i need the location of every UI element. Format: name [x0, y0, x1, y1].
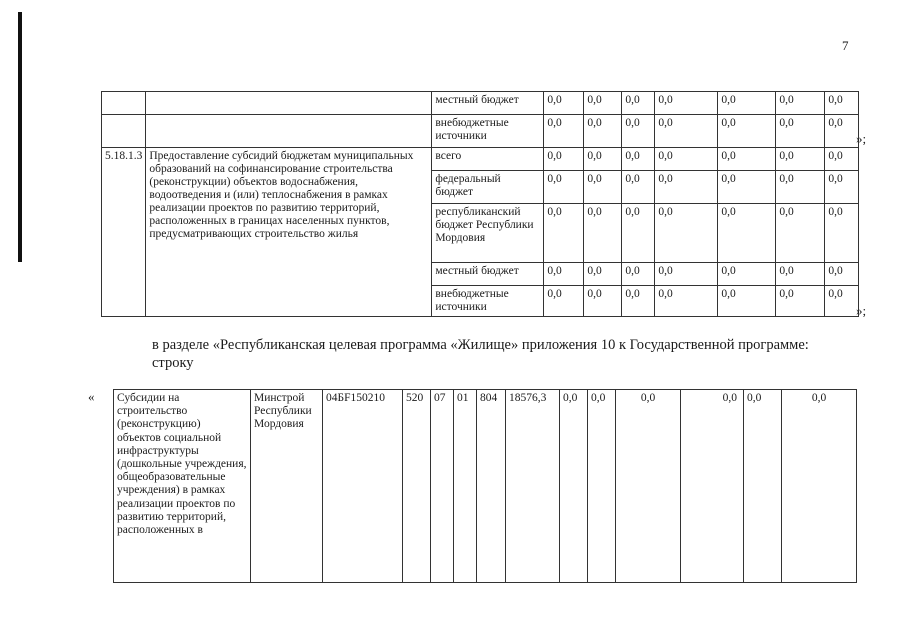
event-name-cell: Субсидии на строительство (реконструкцию) объектов социальной инфраструктуры (дошкольные учреждения, общеобразовательные учреждения) в рамках реализации проектов по развитию территорий, расположенных в [114, 390, 251, 583]
table-row [114, 390, 857, 583]
value-cell: 0,0 [544, 148, 584, 171]
closing-quote-mark: »; [856, 131, 867, 146]
section-cell: 07 [431, 390, 454, 583]
funding-source-cell: внебюджетные источники [432, 286, 544, 317]
value-cell: 0,0 [718, 204, 776, 263]
subsection-cell: 01 [454, 390, 477, 583]
value-cell: 0,0 [776, 286, 825, 317]
value-cell: 0,0 [622, 171, 655, 204]
value-cell: 0,0 [584, 286, 622, 317]
value-cell: 0,0 [718, 286, 776, 317]
table-row [102, 115, 859, 148]
funding-source-cell: федеральный бюджет [432, 171, 544, 204]
value-cell: 0,0 [622, 92, 655, 115]
page-number: 7 [842, 38, 849, 53]
funding-source-cell: внебюджетные источники [432, 115, 544, 148]
value-cell: 0,0 [544, 92, 584, 115]
value-cell: 0,0 [655, 263, 718, 286]
value-cell: 0,0 [584, 115, 622, 148]
expense-type-cell: 520 [403, 390, 431, 583]
value-cell: 0,0 [616, 390, 681, 583]
program-table [113, 389, 857, 583]
closing-quote-mark: »; [856, 303, 867, 318]
item-number-cell [102, 92, 146, 115]
value-cell: 0,0 [560, 390, 588, 583]
value-cell: 0,0 [622, 263, 655, 286]
value-cell: 0,0 [776, 148, 825, 171]
value-cell: 0,0 [718, 263, 776, 286]
value-cell: 0,0 [776, 204, 825, 263]
value-cell: 0,0 [544, 286, 584, 317]
value-cell: 0,0 [622, 148, 655, 171]
value-cell: 0,0 [655, 171, 718, 204]
value-cell: 0,0 [825, 115, 859, 148]
item-name-cell: Предоставление субсидий бюджетам муниципальных образований на софинансирование строительства (реконструкции) объектов водоснабжения, водоотведения и (или) теплоснабжения в рамках реализации проектов по развитию территорий, расположенных в границах населенных пунктов, предусматривающих строительство жилья [146, 148, 432, 317]
value-cell: 0,0 [584, 92, 622, 115]
value-cell: 0,0 [681, 390, 744, 583]
value-cell: 0,0 [622, 204, 655, 263]
value-cell: 0,0 [776, 263, 825, 286]
executor-cell: Минстрой Республики Мордовия [251, 390, 323, 583]
value-cell: 0,0 [584, 171, 622, 204]
item-number-cell [102, 115, 146, 148]
opening-quote-mark: « [88, 389, 95, 404]
value-cell: 0,0 [776, 171, 825, 204]
value-cell: 0,0 [622, 115, 655, 148]
value-cell: 0,0 [544, 115, 584, 148]
value-cell: 0,0 [622, 286, 655, 317]
value-cell: 0,0 [655, 115, 718, 148]
value-cell: 0,0 [825, 92, 859, 115]
value-cell: 0,0 [776, 115, 825, 148]
funding-source-cell: всего [432, 148, 544, 171]
value-cell: 18576,3 [506, 390, 560, 583]
item-name-cell [146, 92, 432, 115]
value-cell: 0,0 [718, 171, 776, 204]
value-cell: 0,0 [655, 204, 718, 263]
value-cell: 0,0 [544, 204, 584, 263]
value-cell: 0,0 [655, 148, 718, 171]
value-cell: 0,0 [584, 263, 622, 286]
funding-source-cell: местный бюджет [432, 263, 544, 286]
value-cell: 0,0 [655, 92, 718, 115]
table-row [102, 92, 859, 115]
funding-table [101, 91, 859, 317]
value-cell: 0,0 [655, 286, 718, 317]
value-cell: 0,0 [718, 92, 776, 115]
value-cell: 0,0 [825, 204, 859, 263]
funding-source-cell: республиканский бюджет Республики Мордовия [432, 204, 544, 263]
value-cell: 0,0 [744, 390, 782, 583]
value-cell: 0,0 [544, 171, 584, 204]
item-name-cell [146, 115, 432, 148]
value-cell: 0,0 [588, 390, 616, 583]
value-cell: 0,0 [782, 390, 857, 583]
amendment-paragraph: в разделе «Республиканская целевая программа «Жилище» приложения 10 к Государственной программе: строку [152, 337, 809, 371]
kosgu-cell: 804 [477, 390, 506, 583]
value-cell: 0,0 [544, 263, 584, 286]
value-cell: 0,0 [825, 171, 859, 204]
value-cell: 0,0 [825, 286, 859, 317]
funding-source-cell: местный бюджет [432, 92, 544, 115]
table-row [102, 148, 859, 171]
target-article-cell: 04БF150210 [323, 390, 403, 583]
value-cell: 0,0 [584, 204, 622, 263]
value-cell: 0,0 [584, 148, 622, 171]
value-cell: 0,0 [825, 263, 859, 286]
item-number-cell: 5.18.1.3 [102, 148, 146, 317]
value-cell: 0,0 [718, 115, 776, 148]
value-cell: 0,0 [825, 148, 859, 171]
scan-edge-mark [18, 12, 22, 262]
value-cell: 0,0 [776, 92, 825, 115]
value-cell: 0,0 [718, 148, 776, 171]
